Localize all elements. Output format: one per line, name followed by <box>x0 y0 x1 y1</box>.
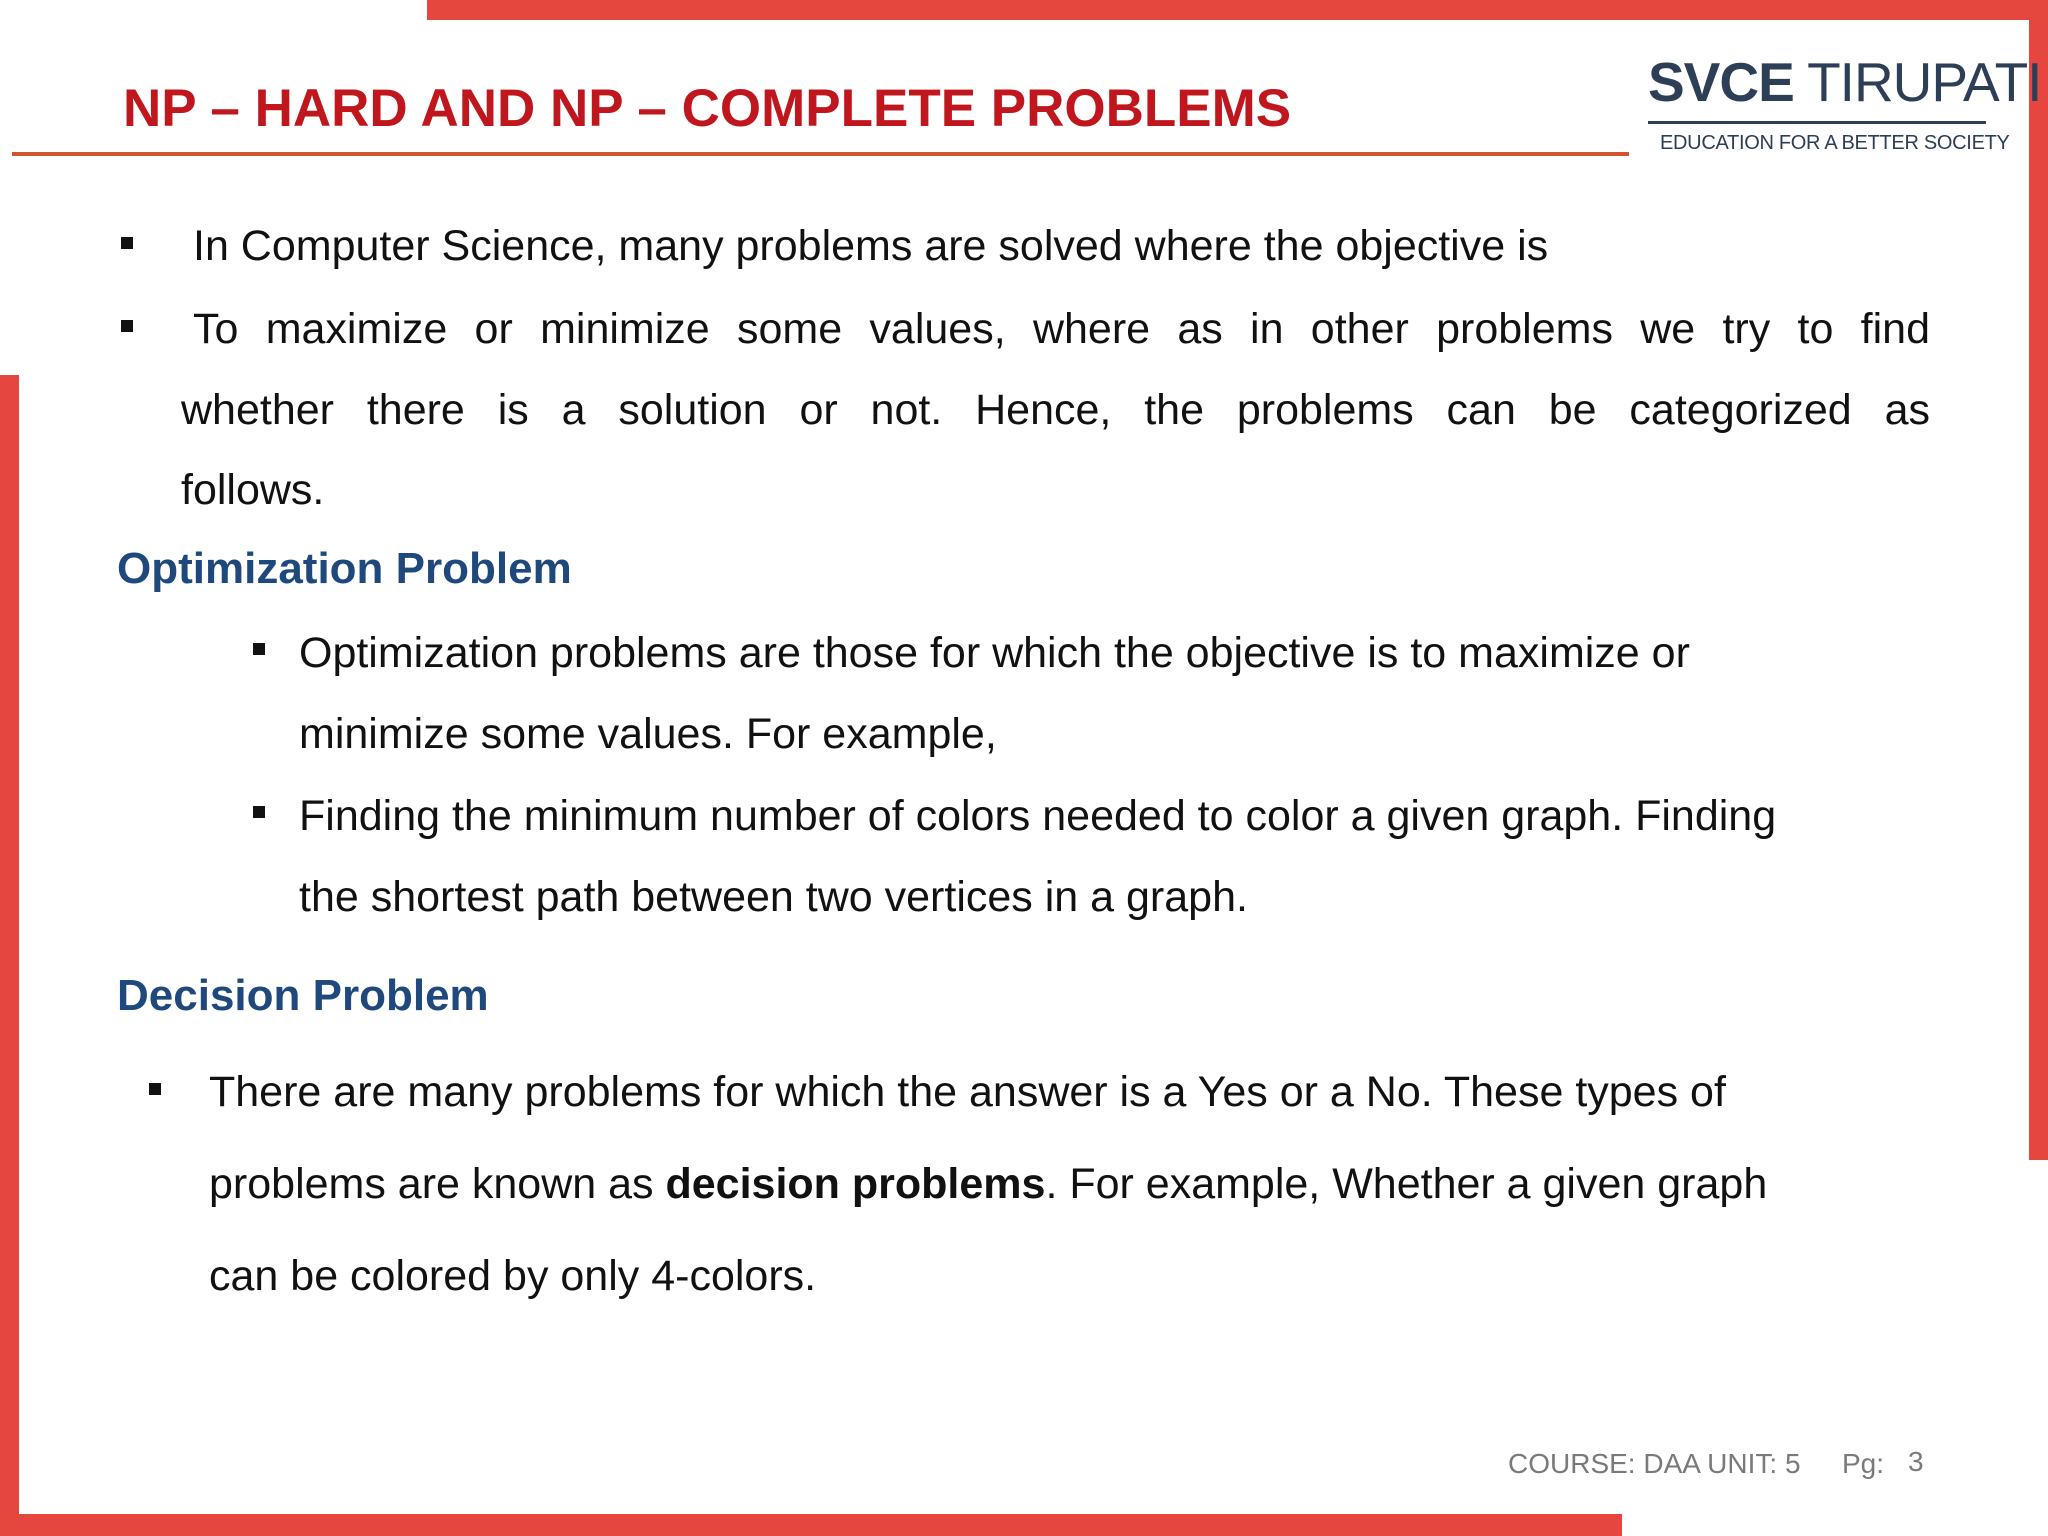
logo-name-light: TIRUPATI <box>1793 51 2042 113</box>
logo-wordmark <box>1648 50 2041 114</box>
top-accent-bar <box>427 0 2048 20</box>
logo-name-bold: SVCE <box>1648 51 1794 113</box>
optimization-bullet-2-line-1: Finding the minimum number of colors needed to color a given graph. Finding <box>299 792 1777 840</box>
decision-line-2 <box>209 1144 1767 1224</box>
decision-heading: Decision Problem <box>117 971 489 1020</box>
footer-page-number: 3 <box>1908 1446 1924 1477</box>
left-accent-bar <box>0 375 19 1536</box>
intro-bullet-2-line-2: whether there is a solution or not. Hence, the problems can be categorized as <box>181 386 1930 434</box>
slide-title: NP – HARD AND NP – COMPLETE PROBLEMS <box>123 79 1292 138</box>
decision-problems-term: decision problems <box>665 1160 1046 1208</box>
bullet-marker <box>121 320 133 332</box>
decision-line-1: There are many problems for which the answer is a Yes or a No. These types of <box>209 1068 1726 1116</box>
bottom-accent-bar <box>0 1514 1622 1536</box>
footer-course-unit: COURSE: DAA UNIT: 5 <box>1508 1448 1801 1479</box>
bullet-marker <box>121 237 133 249</box>
optimization-bullet-2-line-2: the shortest path between two vertices in a graph. <box>299 873 1248 921</box>
bullet-marker <box>149 1083 161 1095</box>
intro-bullet-2-line-3: follows. <box>181 466 325 514</box>
optimization-bullet-1-line-2: minimize some values. For example, <box>299 710 997 758</box>
optimization-heading: Optimization Problem <box>117 544 572 593</box>
institution-logo <box>1648 50 2042 160</box>
footer-page-label: Pg: <box>1842 1448 1885 1479</box>
optimization-bullet-1-line-1: Optimization problems are those for which the objective is to maximize or <box>299 629 1690 677</box>
bullet-marker <box>253 806 265 818</box>
right-accent-bar <box>2029 20 2048 1160</box>
logo-divider <box>1648 121 1986 124</box>
bullet-marker <box>253 643 265 655</box>
logo-tagline: EDUCATION FOR A BETTER SOCIETY <box>1660 132 2010 154</box>
decision-line-2-post: . For example, Whether a given graph <box>1045 1160 1768 1208</box>
intro-bullet-1: In Computer Science, many problems are solved where the objective is <box>193 222 1549 270</box>
intro-bullet-2-line-1: To maximize or minimize some values, where as in other problems we try to find <box>193 305 1930 353</box>
decision-line-3: can be colored by only 4-colors. <box>209 1252 817 1300</box>
decision-line-2-pre: problems are known as <box>209 1160 666 1208</box>
title-underline <box>12 152 1629 156</box>
